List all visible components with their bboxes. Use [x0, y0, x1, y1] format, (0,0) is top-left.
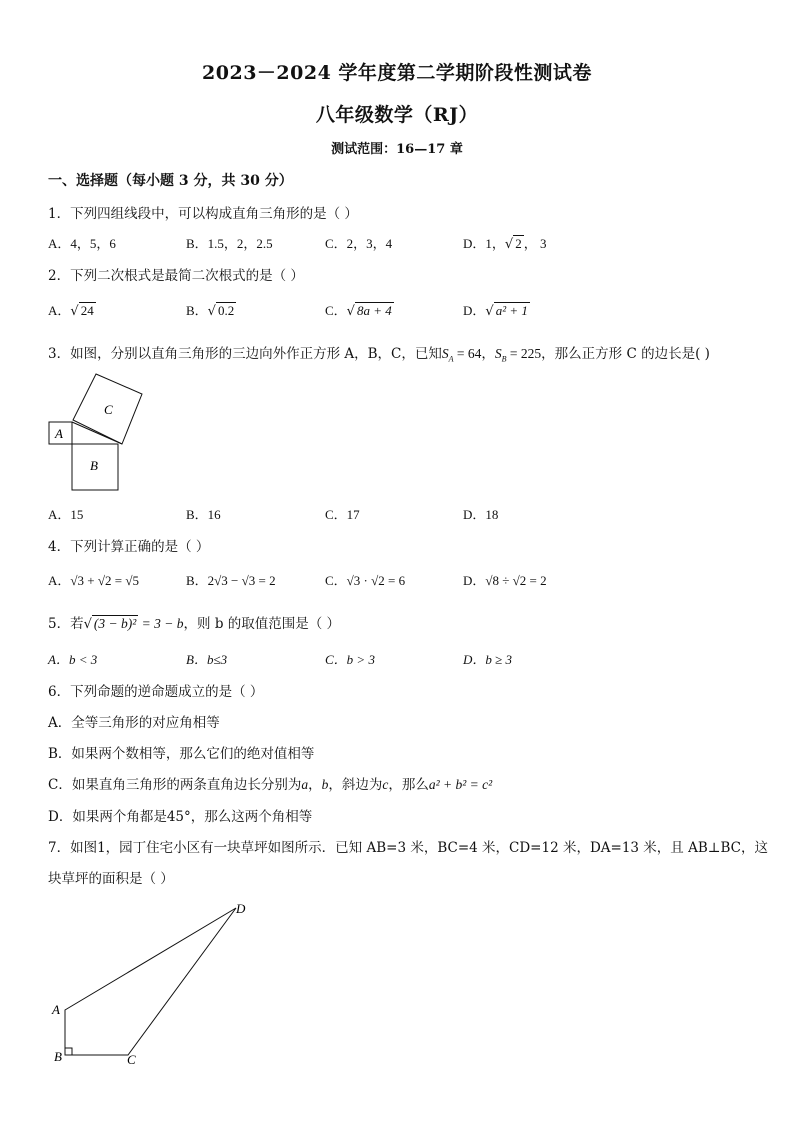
q6-option-c: C．如果直角三角形的两条直角边长分别为a，b，斜边为c，那么a² + b² = c²: [48, 777, 493, 793]
label-d: D: [236, 901, 246, 916]
q3-option-d: D．18: [463, 507, 499, 522]
q5-option-d: D．b ≥ 3: [463, 652, 513, 667]
question-7-stem-line2: 块草坪的面积是（ ）: [48, 871, 174, 887]
q1-option-d: D．1，√ 2 ， 3: [463, 236, 547, 252]
q4-option-c: C．√3 · √2 = 6: [325, 573, 406, 588]
q6-option-a: A．全等三角形的对应角相等: [48, 715, 220, 731]
q5-option-b: B．b≤3: [186, 652, 228, 667]
label-b: B: [90, 458, 98, 473]
q2-option-c: C．√ 8a + 4: [325, 303, 392, 319]
question-4-stem: 4．下列计算正确的是（ ）: [48, 539, 210, 555]
exam-grade-subject: 八年级数学（RJ）: [315, 104, 479, 126]
q4-option-d: D．√8 ÷ √2 = 2: [463, 573, 547, 588]
q1-option-a: A．4，5，6: [48, 236, 116, 251]
question-6-stem: 6．下列命题的逆命题成立的是（ ）: [48, 684, 264, 700]
label-c: C: [104, 402, 113, 417]
q3-option-b: B．16: [186, 507, 221, 522]
question-3-stem: 3．如图，分别以直角三角形的三边向外作正方形 A，B，C，已知$S_A = 64$，$S_B = 225$，那么正方形 C 的边长是( ): [48, 346, 710, 364]
question-7-stem-line1: 7．如图1，园丁住宅小区有一块草坪如图所示．已知 AB=3 米，BC=4 米，CD=12 米，DA=13 米，且 AB⊥BC，这: [48, 840, 768, 856]
q5-option-a: A．b < 3: [48, 652, 98, 667]
q2-option-a: A．√ 24: [48, 303, 94, 319]
exam-title: 2023－2024 学年度第二学期阶段性测试卷: [202, 62, 592, 84]
label-b: B: [54, 1049, 62, 1064]
squares-figure: [44, 368, 154, 496]
q3-option-c: C．17: [325, 507, 360, 522]
q1-option-c: C．2，3，4: [325, 236, 393, 251]
q1-option-b: B．1.5，2，2.5: [186, 236, 273, 251]
label-a: A: [55, 426, 63, 441]
quadrilateral-abcd: [65, 908, 236, 1055]
q5-option-c: C．b > 3: [325, 652, 375, 667]
q2-option-b: B．√ 0.2: [186, 303, 235, 319]
label-a: A: [52, 1002, 60, 1017]
question-2-stem: 2．下列二次根式是最简二次根式的是（ ）: [48, 268, 304, 284]
q3-option-a: A．15: [48, 507, 84, 522]
q4-option-b: B．2√3 − √3 = 2: [186, 573, 276, 588]
question-1-stem: 1．下列四组线段中，可以构成直角三角形的是（ ）: [48, 206, 358, 222]
q6-option-b: B．如果两个数相等，那么它们的绝对值相等: [48, 746, 315, 762]
q4-option-a: A．√3 + √2 = √5: [48, 573, 139, 588]
test-scope: 测试范围：16—17 章: [331, 142, 463, 157]
q6-option-d: D．如果两个角都是45°，那么这两个角相等: [48, 809, 313, 825]
q2-option-d: D．√ a² + 1: [463, 303, 528, 319]
question-5-stem: 5．若√ (3 − b)² = 3 − b，则 b 的取值范围是（ ）: [48, 616, 341, 632]
section-heading-choice: 一、选择题（每小题 3 分，共 30 分）: [48, 173, 293, 189]
right-angle-mark: [65, 1048, 72, 1055]
quadrilateral-figure: [46, 898, 266, 1070]
label-c: C: [127, 1052, 136, 1067]
